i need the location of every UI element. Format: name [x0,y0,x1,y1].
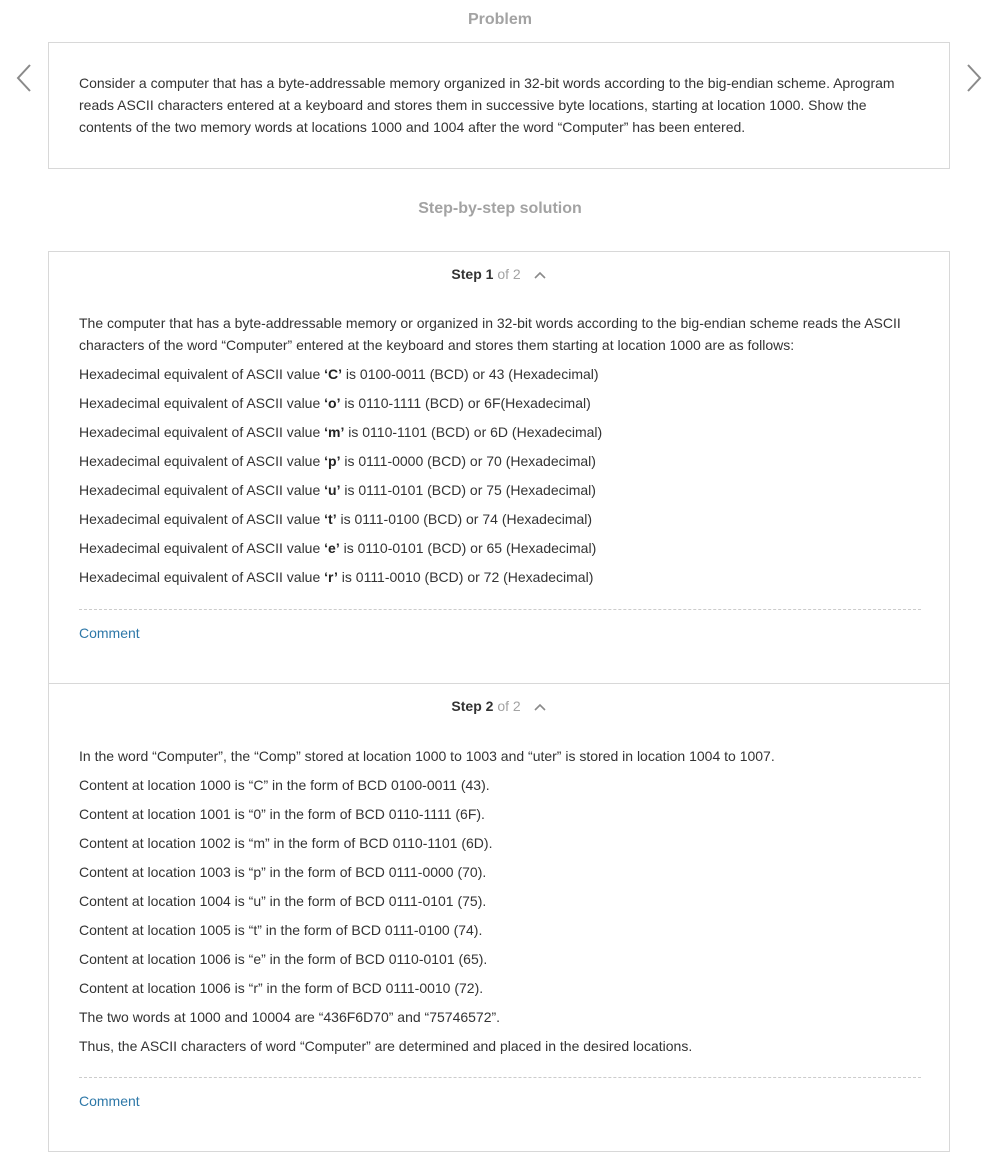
content-line: The two words at 1000 and 10004 are “436F6D70” and “75746572”. [79,1009,501,1025]
step-1-comment-link[interactable]: Comment [79,625,140,641]
step-2-body [79,745,919,1064]
step-2-lines [79,745,919,1057]
ascii-line-suffix: is 0110-1101 (BCD) or 6D (Hexadecimal) [344,424,603,440]
content-line: Content at location 1002 is “m” in the form of BCD 0110-1101 (6D). [79,835,493,851]
ascii-line-prefix: Hexadecimal equivalent of ASCII value [79,395,325,411]
ascii-line [79,450,919,472]
steps-panel [48,251,950,1152]
ascii-line-prefix: Hexadecimal equivalent of ASCII value [79,482,325,498]
ascii-line-suffix: is 0111-0000 (BCD) or 70 (Hexadecimal) [340,453,596,469]
content-line: Content at location 1003 is “p” in the form of BCD 0111-0000 (70). [79,864,487,880]
content-line: In the word “Computer”, the “Comp” stored at location 1000 to 1003 and “uter” is stored in location 1004 to 1007. [79,748,775,764]
step-1-header[interactable] [49,266,949,282]
ascii-line-suffix: is 0111-0010 (BCD) or 72 (Hexadecimal) [337,569,594,585]
step-2-comment-link[interactable]: Comment [79,1093,140,1109]
ascii-line-prefix: Hexadecimal equivalent of ASCII value [79,366,325,382]
ascii-line [79,363,919,385]
step-1-lines [79,363,919,588]
ascii-line [79,479,919,501]
ascii-line [79,508,919,530]
content-line: Thus, the ASCII characters of word “Computer” are determined and placed in the desired locations. [79,1038,693,1054]
chevron-left-icon [15,62,35,94]
ascii-line-prefix: Hexadecimal equivalent of ASCII value [79,511,325,527]
ascii-line-suffix: is 0111-0101 (BCD) or 75 (Hexadecimal) [340,482,596,498]
ascii-char: ‘C’ [324,366,343,382]
chevron-up-icon [533,270,547,280]
step-label: Step 2 [451,698,494,714]
ascii-line [79,392,919,414]
content-line: Content at location 1004 is “u” in the form of BCD 0111-0101 (75). [79,893,487,909]
ascii-char: ‘r’ [324,569,338,585]
problem-panel [48,42,950,169]
ascii-line-suffix: is 0110-0101 (BCD) or 65 (Hexadecimal) [339,540,597,556]
chevron-right-icon [964,62,984,94]
content-line: Content at location 1001 is “0” in the form of BCD 0110-1111 (6F). [79,806,485,822]
ascii-line [79,566,919,588]
ascii-line-prefix: Hexadecimal equivalent of ASCII value [79,569,325,585]
content-line: Content at location 1006 is “e” in the form of BCD 0110-0101 (65). [79,951,488,967]
ascii-char: ‘p’ [324,453,341,469]
step-1-intro: The computer that has a byte-addressable memory or organized in 32-bit words according to the big-endian scheme reads the ASCII characters of the word “Computer” entered at the keyboard and stores them starting at location 1000 are as follows: [79,315,901,353]
divider [79,609,921,610]
content-line: Content at location 1006 is “r” in the form of BCD 0111-0010 (72). [79,980,484,996]
step-count: of 2 [497,266,521,282]
ascii-char: ‘t’ [324,511,337,527]
divider [79,1077,921,1078]
step-2 [49,684,949,1152]
ascii-line-suffix: is 0111-0100 (BCD) or 74 (Hexadecimal) [336,511,593,527]
solution-title: Step-by-step solution [418,200,582,217]
content-line: Content at location 1000 is “C” in the form of BCD 0100-0011 (43). [79,777,490,793]
step-label: Step 1 [451,266,494,282]
ascii-line-suffix: is 0110-1111 (BCD) or 6F(Hexadecimal) [340,395,591,411]
content-line: Content at location 1005 is “t” in the form of BCD 0111-0100 (74). [79,922,483,938]
ascii-char: ‘o’ [324,395,341,411]
ascii-char: ‘u’ [324,482,341,498]
step-1 [49,252,949,684]
ascii-char: ‘e’ [324,540,340,556]
ascii-char: ‘m’ [324,424,345,440]
ascii-line-prefix: Hexadecimal equivalent of ASCII value [79,540,325,556]
problem-title: Problem [467,11,532,28]
chevron-up-icon [533,702,547,712]
ascii-line-prefix: Hexadecimal equivalent of ASCII value [79,424,325,440]
step-count: of 2 [497,698,521,714]
next-problem-button[interactable] [964,62,984,94]
ascii-line-suffix: is 0100-0011 (BCD) or 43 (Hexadecimal) [342,366,599,382]
ascii-line-prefix: Hexadecimal equivalent of ASCII value [79,453,325,469]
problem-text: Consider a computer that has a byte-addressable memory organized in 32-bit words according to the big-endian scheme. Aprogram reads ASCII characters entered at a keyboard and stores them in successive byte locations, starting at location 1000. Show the contents of the two memory words at locations 1000 and 1004 after the word “Computer” has been entered. [79,75,895,135]
step-1-body [79,312,919,595]
step-2-header[interactable] [49,698,949,714]
ascii-line [79,537,919,559]
previous-problem-button[interactable] [15,62,35,94]
ascii-line [79,421,919,443]
